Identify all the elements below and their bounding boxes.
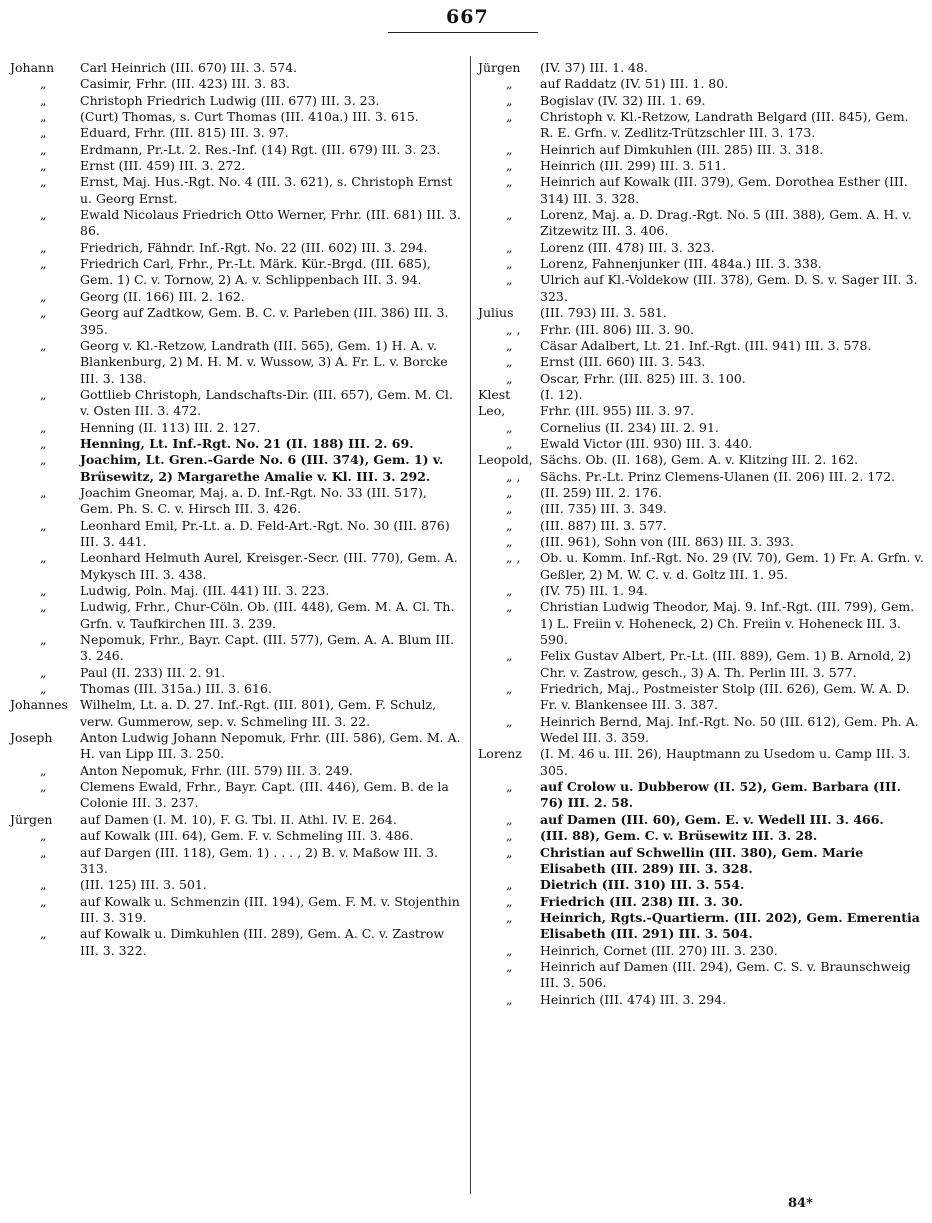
entry-text: (III. 961), Sohn von (III. 863) III. 3. 393. <box>540 533 794 549</box>
entry-text: Heinrich (III. 299) III. 3. 511. <box>540 158 727 174</box>
ditto-mark: „ <box>506 517 513 533</box>
ditto-mark: „ <box>506 76 513 92</box>
register-entry <box>10 518 462 551</box>
ditto-mark: „ <box>40 583 47 598</box>
entry-text: Clemens Ewald, Frhr., Bayr. Capt. (III. 446), Gem. B. de la Colonie III. 3. 237. <box>80 779 449 811</box>
ditto-mark: „ , <box>506 550 521 566</box>
ditto-mark: „ <box>40 125 47 141</box>
entry-name: Jürgen <box>478 60 521 75</box>
register-entry <box>478 501 924 517</box>
ditto-mark: „ <box>506 174 513 190</box>
entry-text: Frhr. (III. 806) III. 3. 90. <box>540 321 695 337</box>
entry-text: Eduard, Frhr. (III. 815) III. 3. 97. <box>80 125 289 141</box>
ditto-mark: „ <box>40 435 47 451</box>
right-column <box>478 60 924 1008</box>
entry-text: Dietrich (III. 310) III. 3. 554. <box>540 877 745 893</box>
entry-text: auf Dargen (III. 118), Gem. 1) . . . , 2) B. v. Maßow III. 3. 313. <box>80 844 439 876</box>
entry-text: Friedrich, Fähndr. Inf.-Rgt. No. 22 (III. 602) III. 3. 294. <box>80 239 428 255</box>
register-entry <box>10 763 462 779</box>
ditto-mark: „ <box>506 207 513 223</box>
ditto-mark: „ <box>506 779 513 795</box>
ditto-mark: „ <box>506 681 513 697</box>
entry-text: (III. 88), Gem. C. v. Brüsewitz III. 3. 28. <box>540 828 818 844</box>
entry-name: Julius <box>478 305 514 321</box>
ditto-mark: „ , <box>506 321 521 337</box>
register-entry <box>10 665 462 681</box>
entry-text: (III. 793) III. 3. 581. <box>540 305 667 321</box>
entry-text: Lorenz (III. 478) III. 3. 323. <box>540 239 715 255</box>
entry-text: Ob. u. Komm. Inf.-Rgt. No. 29 (IV. 70), Gem. 1) Fr. A. Grfn. v. Geßler, 2) M. W. C. v. d. Goltz III. 1. 95. <box>540 550 924 582</box>
register-entry <box>10 109 462 125</box>
entry-text: Lorenz, Fahnenjunker (III. 484a.) III. 3. 338. <box>540 256 822 272</box>
register-entry <box>478 305 924 321</box>
entry-text: Heinrich auf Dimkuhlen (III. 285) III. 3. 318. <box>540 141 824 157</box>
register-entry <box>478 583 924 599</box>
register-entry <box>10 845 462 878</box>
register-entry <box>478 354 924 370</box>
ditto-mark: „ <box>506 533 513 549</box>
entry-name: Leopold, <box>478 452 533 468</box>
ditto-mark: „ <box>40 779 47 795</box>
entry-text: Heinrich Bernd, Maj. Inf.-Rgt. No. 50 (III. 612), Gem. Ph. A. Wedel III. 3. 359. <box>540 713 919 746</box>
entry-text: (IV. 75) III. 1. 94. <box>540 583 648 598</box>
ditto-mark: „ <box>506 272 513 288</box>
register-entry <box>10 76 462 92</box>
ditto-mark: „ <box>506 370 513 386</box>
ditto-mark: „ <box>40 762 47 778</box>
ditto-mark: „ <box>40 681 47 697</box>
page-number: 667 <box>446 6 489 28</box>
entry-text: Gottlieb Christoph, Landschafts-Dir. (III. 657), Gem. M. Cl. v. Osten III. 3. 472. <box>80 386 453 419</box>
ditto-mark: „ <box>506 877 513 893</box>
ditto-mark: „ <box>506 484 513 500</box>
register-entry <box>10 632 462 665</box>
entry-text: Erdmann, Pr.-Lt. 2. Res.-Inf. (14) Rgt. (III. 679) III. 3. 23. <box>80 141 441 157</box>
register-entry <box>478 812 924 828</box>
header-rule <box>388 32 538 33</box>
register-entry <box>10 436 462 452</box>
left-column <box>10 60 462 959</box>
register-entry <box>10 420 462 436</box>
entry-text: Cornelius (II. 234) III. 2. 91. <box>540 419 719 435</box>
entry-text: (I. M. 46 u. III. 26), Hauptmann zu Usedom u. Camp III. 3. 305. <box>540 746 911 778</box>
entry-text: Anton Ludwig Johann Nepomuk, Frhr. (III. 586), Gem. M. A. H. van Lipp III. 3. 250. <box>80 730 461 762</box>
entry-text: Christian Ludwig Theodor, Maj. 9. Inf.-Rgt. (III. 799), Gem. 1) L. Freiin v. Hoheneck, 2) Ch. Freiin v. Hoheneck III. 3. 590. <box>540 599 915 648</box>
entry-text: (III. 887) III. 3. 577. <box>540 517 667 533</box>
register-entry <box>478 518 924 534</box>
register-entry <box>478 60 924 76</box>
ditto-mark: „ <box>506 958 513 974</box>
register-entry <box>478 93 924 109</box>
entry-text: Henning (II. 113) III. 2. 127. <box>80 419 261 435</box>
ditto-mark: „ <box>40 386 47 402</box>
register-entry <box>478 714 924 747</box>
entry-text: Georg v. Kl.-Retzow, Landrath (III. 565), Gem. 1) H. A. v. Blankenburg, 2) M. H. M. v. Wussow, 3) A. Fr. L. v. Borcke III. 3. 138. <box>80 337 448 386</box>
entry-text: Paul (II. 233) III. 2. 91. <box>80 664 226 680</box>
entry-text: Ewald Nicolaus Friedrich Otto Werner, Frhr. (III. 681) III. 3. 86. <box>80 207 461 239</box>
ditto-mark: „ <box>40 599 47 615</box>
register-entry <box>478 436 924 452</box>
register-entry <box>478 452 924 468</box>
register-entry <box>478 828 924 844</box>
ditto-mark: „ <box>506 828 513 844</box>
register-entry <box>478 779 924 812</box>
register-entry <box>10 387 462 420</box>
entry-text: Cäsar Adalbert, Lt. 21. Inf.-Rgt. (III. 941) III. 3. 578. <box>540 337 872 353</box>
register-entry <box>10 256 462 289</box>
register-entry <box>478 877 924 893</box>
entry-text: Ludwig, Poln. Maj. (III. 441) III. 3. 223. <box>80 583 330 598</box>
register-entry <box>10 877 462 893</box>
entry-text: Wilhelm, Lt. a. D. 27. Inf.-Rgt. (III. 801), Gem. F. Schulz, verw. Gummerow, sep. v. Schmeling III. 3. 22. <box>80 697 437 729</box>
ditto-mark: „ <box>506 337 513 353</box>
entry-text: auf Kowalk u. Schmenzin (III. 194), Gem. F. M. v. Stojenthin III. 3. 319. <box>80 893 460 925</box>
ditto-mark: „ <box>40 419 47 435</box>
entry-text: Sächs. Pr.-Lt. Prinz Clemens-Ulanen (II. 206) III. 2. 172. <box>540 468 896 484</box>
entry-text: auf Raddatz (IV. 51) III. 1. 80. <box>540 76 729 92</box>
register-entry <box>10 926 462 959</box>
ditto-mark: „ <box>40 664 47 680</box>
register-entry <box>10 174 462 207</box>
ditto-mark: „ <box>506 713 513 729</box>
entry-text: Casimir, Frhr. (III. 423) III. 3. 83. <box>80 76 290 92</box>
ditto-mark: „ <box>506 435 513 451</box>
register-entry <box>478 338 924 354</box>
register-entry <box>478 894 924 910</box>
register-entry <box>478 240 924 256</box>
ditto-mark: „ <box>40 452 47 468</box>
register-entry <box>10 158 462 174</box>
register-entry <box>10 550 462 583</box>
entry-text: Felix Gustav Albert, Pr.-Lt. (III. 889), Gem. 1) B. Arnold, 2) Chr. v. Zastrow, gesch., 3) A. Th. Perlin III. 3. 577. <box>540 648 912 680</box>
register-entry <box>478 371 924 387</box>
register-entry <box>478 959 924 992</box>
register-entry <box>478 550 924 583</box>
entry-text: Carl Heinrich (III. 670) III. 3. 574. <box>80 60 298 75</box>
ditto-mark: „ <box>40 844 47 860</box>
entry-text: Henning, Lt. Inf.-Rgt. No. 21 (II. 188) III. 2. 69. <box>80 435 414 451</box>
register-entry <box>478 387 924 403</box>
ditto-mark: „ <box>506 256 513 272</box>
register-entry <box>10 697 462 730</box>
entry-text: (I. 12). <box>540 386 583 402</box>
register-entry <box>10 485 462 518</box>
entry-text: (Curt) Thomas, s. Curt Thomas (III. 410a.) III. 3. 615. <box>80 109 419 125</box>
ditto-mark: „ <box>506 942 513 958</box>
entry-text: Heinrich (III. 474) III. 3. 294. <box>540 991 727 1007</box>
ditto-mark: „ <box>506 109 513 125</box>
register-entry <box>10 812 462 828</box>
entry-text: Lorenz, Maj. a. D. Drag.-Rgt. No. 5 (III. 388), Gem. A. H. v. Zitzewitz III. 3. 406. <box>540 207 912 239</box>
ditto-mark: „ <box>506 501 513 517</box>
ditto-mark: „ <box>40 256 47 272</box>
ditto-mark: „ <box>506 648 513 664</box>
register-entry <box>10 125 462 141</box>
ditto-mark: „ , <box>506 468 521 484</box>
register-entry <box>10 240 462 256</box>
register-entry <box>10 599 462 632</box>
ditto-mark: „ <box>40 632 47 648</box>
register-entry <box>478 648 924 681</box>
entry-text: Ludwig, Frhr., Chur-Cöln. Ob. (III. 448), Gem. M. A. Cl. Th. Grfn. v. Taufkirchen III. 3. 239. <box>80 599 455 631</box>
ditto-mark: „ <box>506 92 513 108</box>
register-entry <box>10 828 462 844</box>
entry-name: Jürgen <box>10 811 53 827</box>
ditto-mark: „ <box>40 337 47 353</box>
entry-text: Friedrich Carl, Frhr., Pr.-Lt. Märk. Kür.-Brgd. (III. 685), Gem. 1) C. v. Tornow, 2) A. v. Schlippenbach III. 3. 94. <box>80 256 431 288</box>
entry-name: Klest <box>478 386 511 402</box>
signature-mark: 84* <box>788 1196 813 1211</box>
entry-text: Christian auf Schwellin (III. 380), Gem. Marie Elisabeth (III. 289) III. 3. 328. <box>540 844 864 876</box>
register-entry <box>10 779 462 812</box>
register-entry <box>478 142 924 158</box>
entry-text: (III. 735) III. 3. 349. <box>540 501 667 517</box>
ditto-mark: „ <box>506 419 513 435</box>
entry-text: (IV. 37) III. 1. 48. <box>540 60 648 75</box>
register-entry <box>10 338 462 387</box>
register-entry <box>478 746 924 779</box>
register-entry <box>10 305 462 338</box>
entry-text: Sächs. Ob. (II. 168), Gem. A. v. Klitzing III. 2. 162. <box>540 452 859 468</box>
entry-text: Georg auf Zadtkow, Gem. B. C. v. Parleben (III. 386) III. 3. 395. <box>80 305 449 337</box>
entry-name: Johann <box>10 60 55 75</box>
ditto-mark: „ <box>506 583 513 598</box>
ditto-mark: „ <box>40 207 47 223</box>
register-entry <box>478 420 924 436</box>
entry-text: Heinrich auf Damen (III. 294), Gem. C. S. v. Braunschweig III. 3. 506. <box>540 958 911 991</box>
register-entry <box>10 142 462 158</box>
register-entry <box>478 599 924 648</box>
ditto-mark: „ <box>40 305 47 321</box>
register-entry <box>478 681 924 714</box>
register-entry <box>10 93 462 109</box>
entry-text: Christoph v. Kl.-Retzow, Landrath Belgard (III. 845), Gem. R. E. Grfn. v. Zedlitz-Trützschler III. 3. 173. <box>540 109 909 141</box>
register-entry <box>10 730 462 763</box>
entry-text: Anton Nepomuk, Frhr. (III. 579) III. 3. 249. <box>80 762 354 778</box>
ditto-mark: „ <box>506 909 513 925</box>
entry-name: Joseph <box>10 730 53 746</box>
entry-text: Georg (II. 166) III. 2. 162. <box>80 288 245 304</box>
entry-text: auf Damen (III. 60), Gem. E. v. Wedell III. 3. 466. <box>540 811 884 827</box>
ditto-mark: „ <box>506 811 513 827</box>
register-entry <box>10 207 462 240</box>
entry-text: Nepomuk, Frhr., Bayr. Capt. (III. 577), Gem. A. A. Blum III. 3. 246. <box>80 632 455 664</box>
ditto-mark: „ <box>40 893 47 909</box>
ditto-mark: „ <box>506 354 513 370</box>
entry-text: Joachim, Lt. Gren.-Garde No. 6 (III. 374), Gem. 1) v. Brüsewitz, 2) Margarethe Amalie v. Kl. III. 3. 292. <box>80 452 444 484</box>
entry-text: auf Crolow u. Dubberow (II. 52), Gem. Barbara (III. 76) III. 2. 58. <box>540 779 901 811</box>
register-entry <box>478 174 924 207</box>
register-entry <box>478 910 924 943</box>
register-entry <box>478 992 924 1008</box>
entry-text: Bogislav (IV. 32) III. 1. 69. <box>540 92 706 108</box>
entry-text: Ernst (III. 660) III. 3. 543. <box>540 354 706 370</box>
register-entry <box>10 583 462 599</box>
entry-text: Joachim Gneomar, Maj. a. D. Inf.-Rgt. No. 33 (III. 517), Gem. Ph. S. C. v. Hirsch III. 3. 426. <box>80 484 427 517</box>
entry-text: Frhr. (III. 955) III. 3. 97. <box>540 403 695 419</box>
ditto-mark: „ <box>506 599 513 615</box>
register-entry <box>478 272 924 305</box>
entry-text: (III. 125) III. 3. 501. <box>80 877 207 893</box>
column-divider <box>470 56 471 1194</box>
entry-text: Leonhard Helmuth Aurel, Kreisger.-Secr. (III. 770), Gem. A. Mykysch III. 3. 438. <box>80 550 458 582</box>
ditto-mark: „ <box>506 893 513 909</box>
entry-text: Leonhard Emil, Pr.-Lt. a. D. Feld-Art.-Rgt. No. 30 (III. 876) III. 3. 441. <box>80 517 450 549</box>
ditto-mark: „ <box>40 288 47 304</box>
register-entry <box>10 60 462 76</box>
entry-text: Friedrich, Maj., Postmeister Stolp (III. 626), Gem. W. A. D. Fr. v. Blankensee III. 3. 387. <box>540 681 910 713</box>
ditto-mark: „ <box>40 174 47 190</box>
ditto-mark: „ <box>40 239 47 255</box>
ditto-mark: „ <box>40 877 47 893</box>
entry-text: Heinrich, Cornet (III. 270) III. 3. 230. <box>540 942 778 958</box>
register-entry <box>478 534 924 550</box>
entry-name: Leo, <box>478 403 506 419</box>
ditto-mark: „ <box>40 76 47 92</box>
register-entry <box>478 158 924 174</box>
entry-text: Oscar, Frhr. (III. 825) III. 3. 100. <box>540 370 746 386</box>
entry-text: Christoph Friedrich Ludwig (III. 677) III. 3. 23. <box>80 92 380 108</box>
register-entry <box>478 322 924 338</box>
ditto-mark: „ <box>506 239 513 255</box>
entry-text: Heinrich auf Kowalk (III. 379), Gem. Dorothea Esther (III. 314) III. 3. 328. <box>540 174 908 206</box>
entry-text: auf Damen (I. M. 10), F. G. Tbl. II. Athl. IV. E. 264. <box>80 811 397 827</box>
register-entry <box>478 207 924 240</box>
ditto-mark: „ <box>40 550 47 566</box>
ditto-mark: „ <box>40 828 47 844</box>
register-entry <box>478 403 924 419</box>
register-entry <box>478 485 924 501</box>
register-entry <box>10 289 462 305</box>
ditto-mark: „ <box>40 92 47 108</box>
entry-name: Lorenz <box>478 746 522 762</box>
ditto-mark: „ <box>506 158 513 174</box>
register-entry <box>478 845 924 878</box>
register-entry <box>10 894 462 927</box>
ditto-mark: „ <box>40 484 47 500</box>
ditto-mark: „ <box>506 141 513 157</box>
ditto-mark: „ <box>506 844 513 860</box>
ditto-mark: „ <box>40 926 47 942</box>
entry-name: Johannes <box>10 697 68 713</box>
register-entry <box>478 256 924 272</box>
entry-text: auf Kowalk (III. 64), Gem. F. v. Schmeling III. 3. 486. <box>80 828 414 844</box>
register-entry <box>10 452 462 485</box>
entry-text: Ernst (III. 459) III. 3. 272. <box>80 158 246 174</box>
register-entry <box>478 109 924 142</box>
ditto-mark: „ <box>40 141 47 157</box>
entry-text: Ulrich auf Kl.-Voldekow (III. 378), Gem. D. S. v. Sager III. 3. 323. <box>540 272 918 304</box>
ditto-mark: „ <box>40 109 47 125</box>
register-entry <box>478 943 924 959</box>
entry-text: Heinrich, Rgts.-Quartierm. (III. 202), Gem. Emerentia Elisabeth (III. 291) III. 3. 504. <box>540 909 920 942</box>
ditto-mark: „ <box>40 158 47 174</box>
register-entry <box>478 76 924 92</box>
register-entry <box>10 681 462 697</box>
entry-text: auf Kowalk u. Dimkuhlen (III. 289), Gem. A. C. v. Zastrow III. 3. 322. <box>80 926 445 958</box>
entry-text: Thomas (III. 315a.) III. 3. 616. <box>80 681 272 697</box>
ditto-mark: „ <box>40 517 47 533</box>
ditto-mark: „ <box>506 991 513 1007</box>
entry-text: Friedrich (III. 238) III. 3. 30. <box>540 893 743 909</box>
entry-text: Ernst, Maj. Hus.-Rgt. No. 4 (III. 3. 621), s. Christoph Ernst u. Georg Ernst. <box>80 174 453 206</box>
register-entry <box>478 469 924 485</box>
entry-text: (II. 259) III. 2. 176. <box>540 484 662 500</box>
entry-text: Ewald Victor (III. 930) III. 3. 440. <box>540 435 753 451</box>
